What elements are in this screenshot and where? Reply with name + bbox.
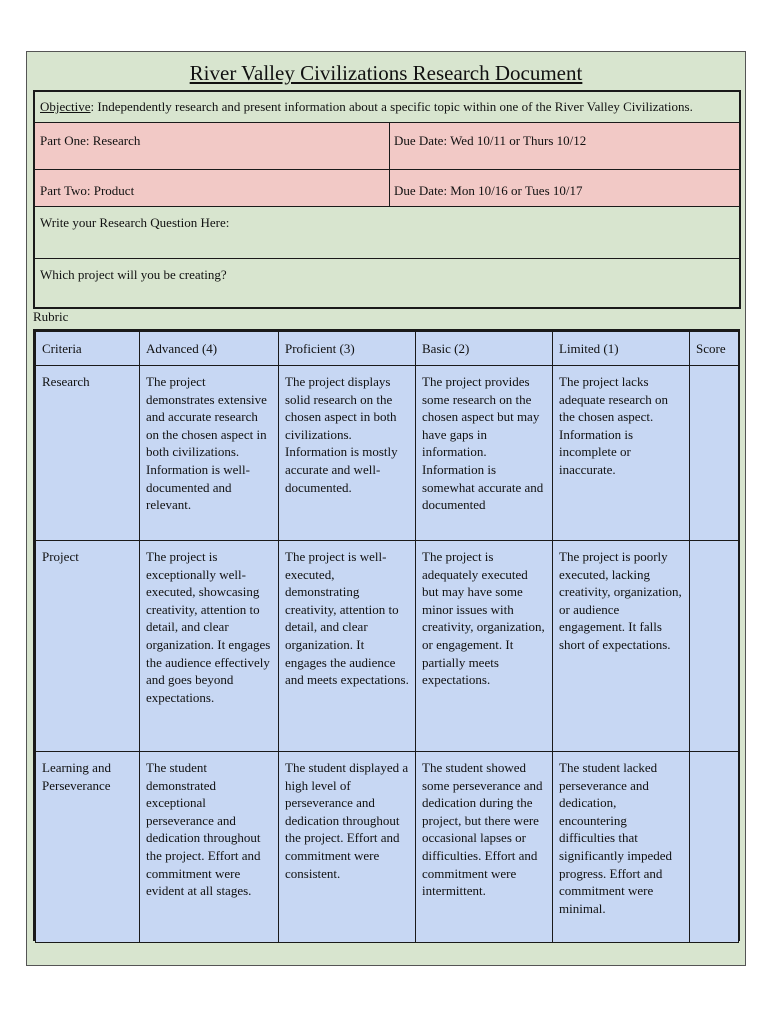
proficient-cell: The student displayed a high level of perseverance and dedication throughout the project. Effort and commitment were consistent. xyxy=(279,752,416,943)
score-cell[interactable] xyxy=(690,541,739,752)
rubric-label: Rubric xyxy=(33,309,69,324)
objective-row xyxy=(35,92,739,123)
part-one-due-date: Due Date: Wed 10/11 or Thurs 10/12 xyxy=(394,133,587,148)
score-cell[interactable] xyxy=(690,366,739,541)
limited-cell: The project lacks adequate research on the chosen aspect. Information is incomplete or inaccurate. xyxy=(553,366,690,541)
criteria-cell: Project xyxy=(36,541,140,752)
criteria-cell: Research xyxy=(36,366,140,541)
rubric-row-learning-perseverance xyxy=(36,752,739,943)
research-question-row[interactable] xyxy=(35,207,739,259)
header-limited: Limited (1) xyxy=(553,332,690,366)
objective-body: : Independently research and present information about a specific topic within one of the River Valley Civilizations. xyxy=(90,99,693,114)
rubric-header-row xyxy=(36,332,739,366)
rubric-row-research xyxy=(36,366,739,541)
assignment-info-table xyxy=(33,90,741,309)
part-two-due-date: Due Date: Mon 10/16 or Tues 10/17 xyxy=(394,183,583,198)
basic-cell: The student showed some perseverance and dedication during the project, but there were occasional lapses or difficulties. Effort and commitment were intermittent. xyxy=(416,752,553,943)
advanced-cell: The student demonstrated exceptional perseverance and dedication throughout the project. Effort and commitment were evident at all stages. xyxy=(140,752,279,943)
advanced-cell: The project is exceptionally well-executed, showcasing creativity, attention to detail, and clear organization. It engages the audience effectively and goes beyond expectations. xyxy=(140,541,279,752)
document-page xyxy=(26,51,746,966)
header-advanced: Advanced (4) xyxy=(140,332,279,366)
rubric-table xyxy=(33,329,740,941)
basic-cell: The project is adequately executed but may have some minor issues with creativity, organization, or engagement. It partially meets expectations. xyxy=(416,541,553,752)
proficient-cell: The project is well-executed, demonstrating creativity, attention to detail, and clear organization. It engages the audience and meets expectations. xyxy=(279,541,416,752)
part-two-row xyxy=(35,170,739,207)
header-criteria: Criteria xyxy=(36,332,140,366)
column-divider xyxy=(389,123,390,169)
score-cell[interactable] xyxy=(690,752,739,943)
header-score: Score xyxy=(690,332,739,366)
header-proficient: Proficient (3) xyxy=(279,332,416,366)
limited-cell: The student lacked perseverance and dedication, encountering difficulties that significantly impeded progress. Effort and commitment were minimal. xyxy=(553,752,690,943)
header-basic: Basic (2) xyxy=(416,332,553,366)
objective-label: Objective xyxy=(40,99,91,114)
document-title: River Valley Civilizations Research Document xyxy=(189,61,583,85)
proficient-cell: The project displays solid research on the chosen aspect in both civilizations. Information is mostly accurate and well-documented. xyxy=(279,366,416,541)
rubric-row-project xyxy=(36,541,739,752)
limited-cell: The project is poorly executed, lacking creativity, organization, or audience engagement. It falls short of expectations. xyxy=(553,541,690,752)
basic-cell: The project provides some research on the chosen aspect but may have gaps in information. Information is somewhat accurate and documented xyxy=(416,366,553,541)
research-question-prompt: Write your Research Question Here: xyxy=(40,215,230,230)
criteria-cell: Learning and Perseverance xyxy=(36,752,140,943)
objective-text xyxy=(40,99,693,115)
column-divider xyxy=(389,170,390,206)
part-one-label: Part One: Research xyxy=(40,133,141,148)
advanced-cell: The project demonstrates extensive and accurate research on the chosen aspect in both civilizations. Information is well-documented and relevant. xyxy=(140,366,279,541)
part-one-row xyxy=(35,123,739,170)
project-choice-row[interactable] xyxy=(35,259,739,307)
part-two-label: Part Two: Product xyxy=(40,183,135,198)
project-choice-prompt: Which project will you be creating? xyxy=(40,267,227,282)
